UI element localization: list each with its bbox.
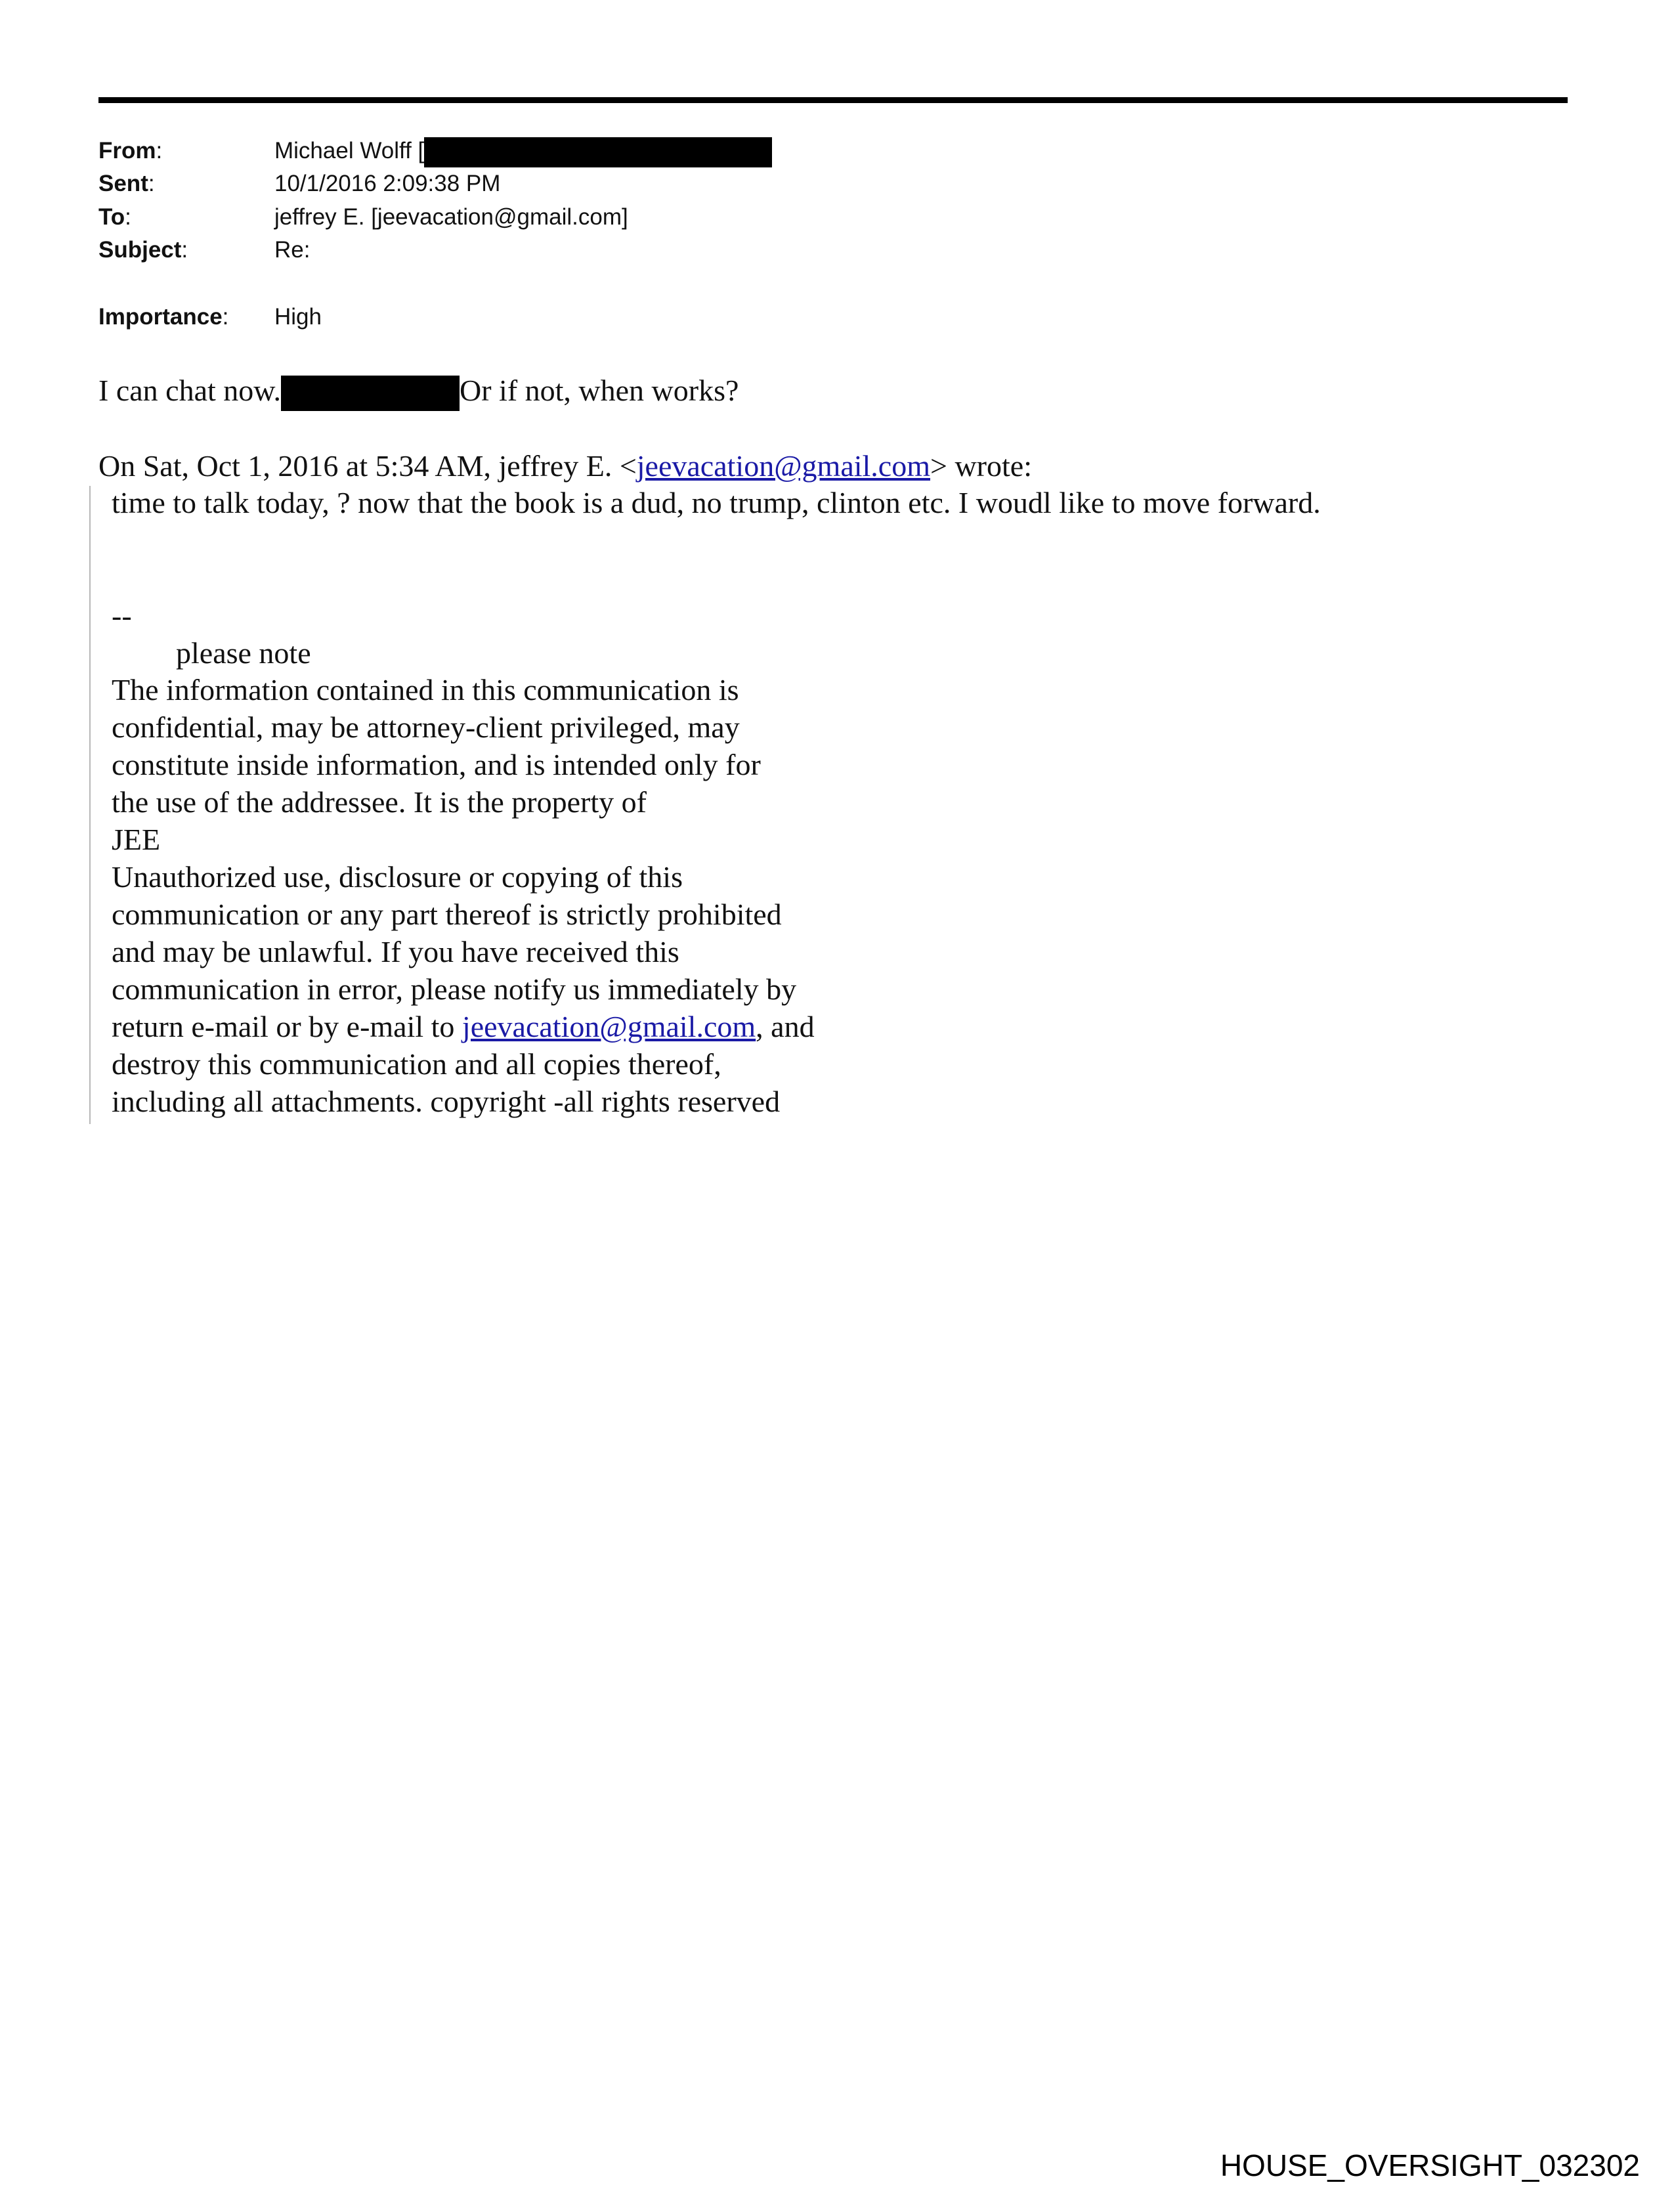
importance-value: High: [274, 304, 322, 330]
disclaimer-line: return e-mail or by e-mail to jeevacation@gmail.com, and: [112, 1010, 815, 1043]
disclaimer-line: Unauthorized use, disclosure or copying of this: [112, 860, 683, 894]
bates-number: HOUSE_OVERSIGHT_032302: [1220, 2148, 1640, 2182]
quote-bar: [89, 486, 91, 1124]
reply-text-start: I can chat now.: [98, 374, 281, 407]
disclaimer-line: The information contained in this communication is: [112, 673, 739, 706]
disclaimer-line: including all attachments. copyright -all rights reserved: [112, 1085, 781, 1118]
importance-label: Importance:: [98, 304, 229, 330]
reply-message: [98, 372, 739, 411]
attribution-email-link[interactable]: jeevacation@gmail.com: [636, 449, 931, 483]
disclaimer-line: the use of the addressee. It is the property of: [112, 785, 647, 819]
disclaimer-line: destroy this communication and all copies thereof,: [112, 1047, 721, 1081]
disclaimer-line: JEE: [112, 823, 161, 856]
from-value: Michael Wolff [: [274, 136, 772, 167]
disclaimer-note: please note: [176, 636, 311, 670]
subject-value: Re:: [274, 237, 311, 263]
header-rule: [98, 97, 1568, 103]
reply-text-end: Or if not, when works?: [460, 374, 739, 407]
disclaimer-line: and may be unlawful. If you have received this: [112, 935, 679, 968]
disclaimer-line: communication or any part thereof is strictly prohibited: [112, 898, 782, 931]
quoted-text: time to talk today, ? now that the book is a dud, no trump, clinton etc. I woudl like to move forward.: [112, 486, 1321, 519]
to-value: jeffrey E. [jeevacation@gmail.com]: [274, 204, 628, 230]
disclaimer-email-link[interactable]: jeevacation@gmail.com: [461, 1010, 756, 1043]
disclaimer-line: constitute inside information, and is intended only for: [112, 748, 761, 781]
from-label: From:: [98, 138, 163, 163]
signature-separator: --: [112, 599, 132, 632]
redaction-block: [281, 376, 460, 411]
subject-label: Subject:: [98, 237, 188, 263]
disclaimer-line: confidential, may be attorney-client privileged, may: [112, 710, 740, 744]
to-label: To:: [98, 204, 131, 230]
sent-label: Sent:: [98, 171, 155, 196]
quote-attribution: On Sat, Oct 1, 2016 at 5:34 AM, jeffrey E. <jeevacation@gmail.com> wrote:: [98, 449, 1032, 483]
sent-value: 10/1/2016 2:09:38 PM: [274, 171, 501, 196]
redaction-block: [424, 137, 772, 167]
disclaimer-line: communication in error, please notify us immediately by: [112, 972, 797, 1006]
